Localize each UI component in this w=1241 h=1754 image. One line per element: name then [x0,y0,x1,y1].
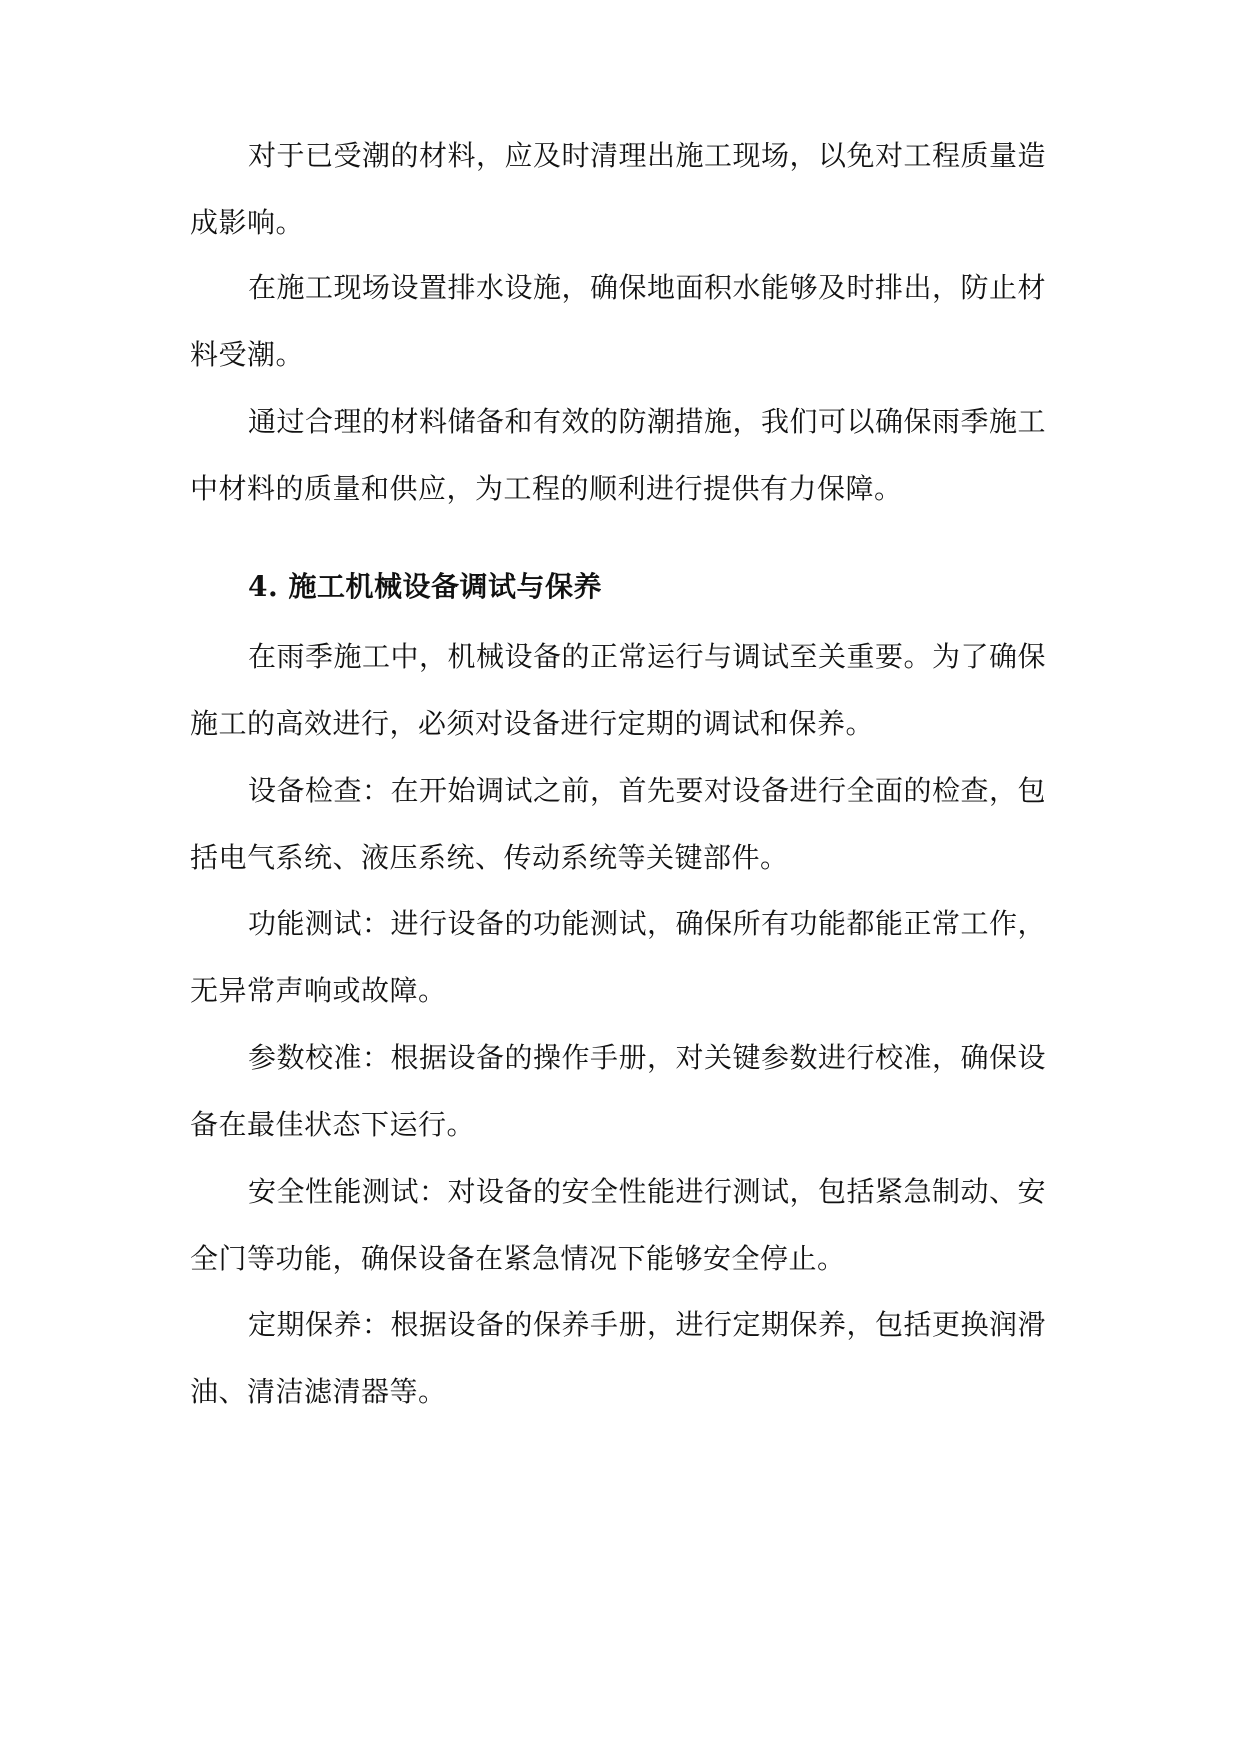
paragraph-line: 定期保养：根据设备的保养手册，进行定期保养，包括更换润滑 [248,1308,1047,1341]
paragraph-line: 成影响。 [190,206,305,239]
paragraph-line: 在施工现场设置排水设施，确保地面积水能够及时排出，防止材 [248,271,1047,304]
paragraph-line: 括电气系统、液压系统、传动系统等关键部件。 [190,841,789,874]
paragraph-line: 参数校准：根据设备的操作手册，对关键参数进行校准，确保设 [248,1041,1047,1074]
paragraph-line: 油、清洁滤清器等。 [190,1375,447,1408]
paragraph-line: 对于已受潮的材料，应及时清理出施工现场，以免对工程质量造 [248,139,1047,172]
paragraph-line: 安全性能测试：对设备的安全性能进行测试，包括紧急制动、安 [248,1175,1047,1208]
paragraph-line: 设备检查：在开始调试之前，首先要对设备进行全面的检查，包 [248,774,1047,807]
paragraph-line: 通过合理的材料储备和有效的防潮措施，我们可以确保雨季施工 [248,405,1047,438]
paragraph-line: 在雨季施工中，机械设备的正常运行与调试至关重要。为了确保 [248,640,1047,673]
section-heading: 4. 施工机械设备调试与保养 [248,570,602,603]
paragraph-line: 备在最佳状态下运行。 [190,1108,476,1141]
paragraph-line: 功能测试：进行设备的功能测试，确保所有功能都能正常工作， [248,907,1047,940]
paragraph-line: 无异常声响或故障。 [190,974,447,1007]
paragraph-line: 施工的高效进行，必须对设备进行定期的调试和保养。 [190,707,875,740]
paragraph-line: 料受潮。 [190,338,305,371]
paragraph-line: 全门等功能，确保设备在紧急情况下能够安全停止。 [190,1242,846,1275]
paragraph-line: 中材料的质量和供应，为工程的顺利进行提供有力保障。 [190,472,903,505]
